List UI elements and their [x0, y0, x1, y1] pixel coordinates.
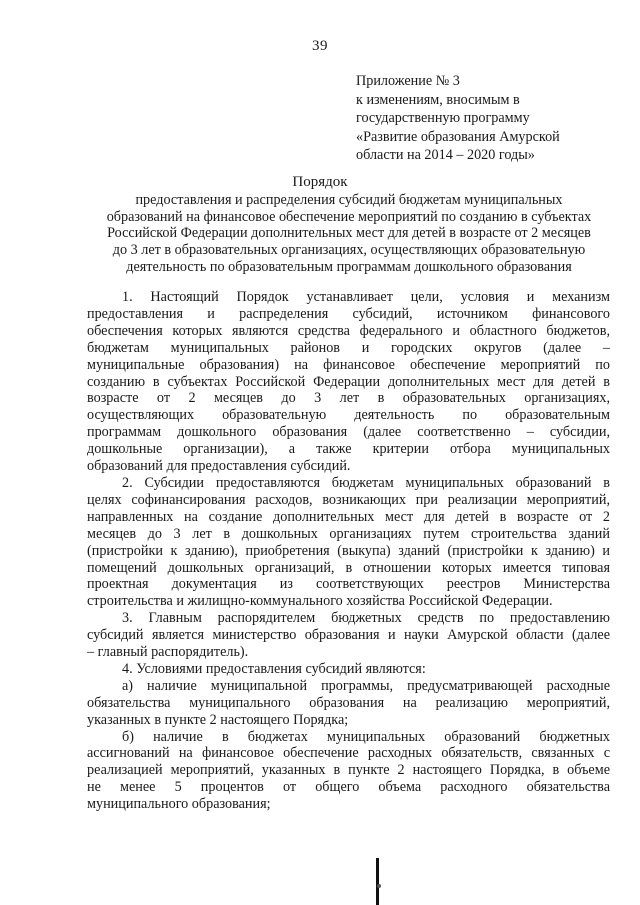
- text-line: месяцев до 3 лет в дошкольных организациях путем строительства зданий: [87, 525, 610, 542]
- text-line: не менее 5 процентов от общего объема расходного обязательства: [87, 779, 610, 796]
- page-number: 39: [312, 38, 328, 54]
- text-line: а) наличие муниципальной программы, предусматривающей расходные: [122, 677, 610, 694]
- text-line: бюджетам муниципальных районов и городских округов (далее –: [87, 339, 610, 356]
- text-line: муниципального образования;: [87, 796, 271, 813]
- document-body: [87, 289, 610, 813]
- text-line: направленных на создание дополнительных мест для детей в возрасте от 2: [87, 508, 610, 525]
- document-subtitle: [84, 192, 614, 276]
- text-line: созданию в субъектах Российской Федерации дополнительных мест для детей в: [87, 373, 610, 390]
- scan-speck: [377, 884, 381, 888]
- text-line: указанных в пункте 2 настоящего Порядка;: [87, 711, 349, 728]
- text-line: 2. Субсидии предоставляются бюджетам муниципальных образований в: [122, 474, 610, 491]
- text-line: предоставления и распределения субсидий, источником финансового: [87, 305, 610, 322]
- text-line: муниципальные образования) на финансовое обеспечение мероприятий по: [87, 356, 610, 373]
- text-line: помещений дошкольных организаций, в отношении которых имеется типовая: [87, 559, 610, 576]
- appendix-line: Приложение № 3: [356, 73, 460, 89]
- text-line: образований для предоставления субсидий.: [87, 458, 351, 475]
- text-line: возрасте от 2 месяцев до 3 лет в образовательных организациях,: [87, 390, 610, 407]
- appendix-line: «Развитие образования Амурской: [356, 128, 560, 145]
- subtitle-line: Российской Федерации дополнительных мест для детей в возрасте от 2 месяцев: [107, 225, 591, 242]
- paragraph-3: [87, 610, 610, 661]
- text-line: обязательства муниципального образования на реализацию мероприятий,: [87, 694, 610, 711]
- paragraph-4: [87, 661, 610, 678]
- text-line: обеспечения которых являются средства федерального и областного бюджетов,: [87, 322, 610, 339]
- text-line: ассигнований на финансовое обеспечение расходных обязательств, связанных с: [87, 745, 610, 762]
- text-line: дошкольные организации), а также критерии отбора муниципальных: [87, 441, 610, 458]
- subtitle-line: образований на финансовое обеспечение мероприятий по созданию в субъектах: [106, 208, 592, 225]
- paragraph-2: [87, 475, 610, 610]
- scan-binding-mark: [376, 858, 379, 905]
- appendix-header: [356, 72, 616, 165]
- appendix-line: государственную программу: [356, 110, 530, 127]
- text-line: строительства и жилищно-коммунального хозяйства Российской Федерации.: [87, 593, 553, 610]
- paragraph-4b: [87, 729, 610, 814]
- subtitle-line: предоставления и распределения субсидий бюджетам муниципальных: [135, 192, 563, 208]
- text-line: б) наличие в бюджетах муниципальных образований бюджетных: [122, 728, 610, 745]
- subtitle-line: деятельность по образовательным программам дошкольного образования: [126, 258, 572, 275]
- text-line: 1. Настоящий Порядок устанавливает цели, условия и механизм: [122, 289, 610, 305]
- appendix-line: к изменениям, вносимым в: [356, 91, 520, 108]
- appendix-line: области на 2014 – 2020 годы»: [356, 147, 535, 164]
- subtitle-line: до 3 лет в образовательных организациях, осуществляющих образовательную: [112, 242, 586, 259]
- text-line: целях софинансирования расходов, возникающих при реализации мероприятий,: [87, 491, 610, 508]
- text-line: реализацией мероприятий, указанных в пункте 2 настоящего Порядка, в объеме: [87, 762, 610, 779]
- text-line: программам дошкольного образования (далее соответственно – субсидии,: [87, 424, 610, 441]
- text-line: субсидий является министерство образования и науки Амурской области (далее: [87, 627, 610, 644]
- text-line: осуществляющих образовательную деятельность по образовательным: [87, 407, 610, 424]
- text-line: – главный распорядитель).: [87, 644, 249, 661]
- paragraph-4a: [87, 678, 610, 729]
- text-line: 3. Главным распорядителем бюджетных средств по предоставлению: [122, 610, 610, 627]
- paragraph-1: [87, 289, 610, 475]
- text-line: (пристройки к зданию), приобретения (выкупа) зданий (пристройки к зданию) и: [87, 542, 610, 559]
- text-line: проектная документация из соответствующих реестров Министерства: [87, 576, 610, 593]
- document-title: Порядок: [292, 174, 348, 190]
- text-line: 4. Условиями предоставления субсидий являются:: [122, 660, 426, 677]
